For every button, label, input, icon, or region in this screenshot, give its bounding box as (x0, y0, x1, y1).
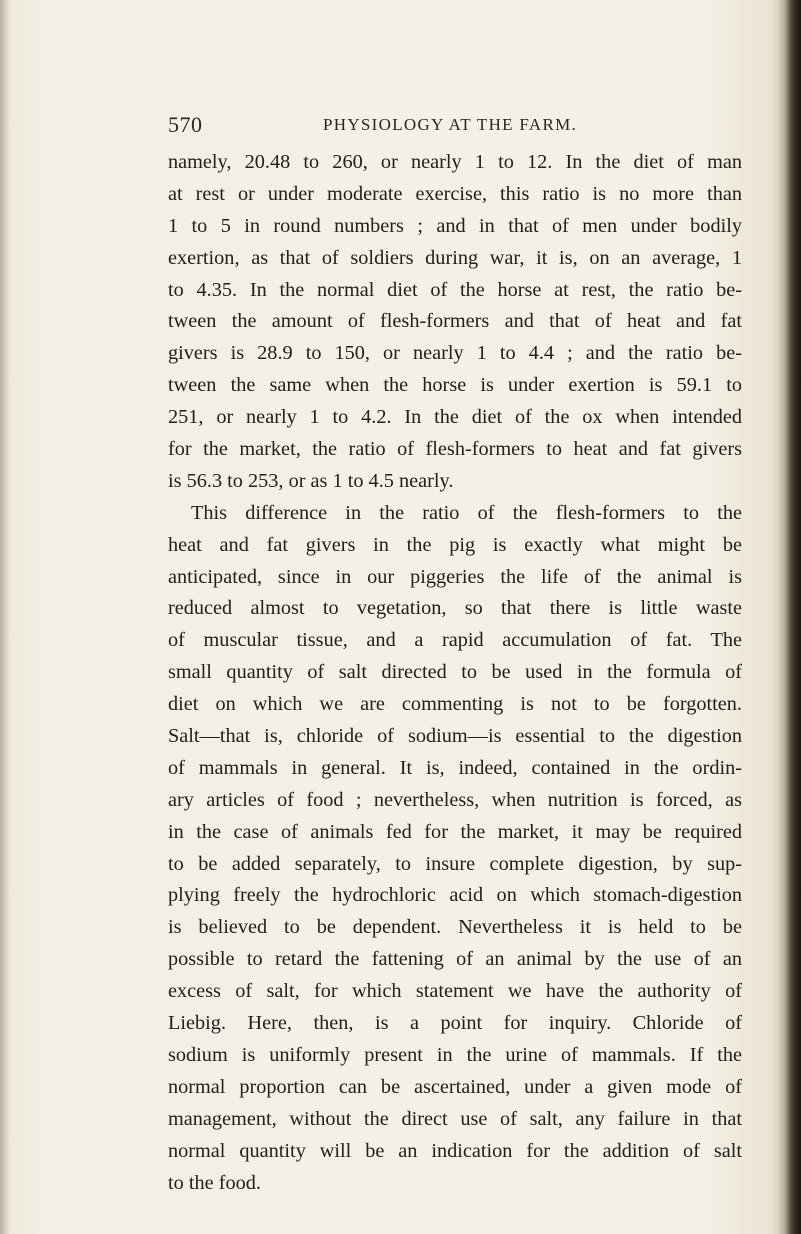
text-line: Salt—that is, chloride of sodium—is essential to the digestion (168, 725, 742, 748)
running-title: PHYSIOLOGY AT THE FARM. (323, 115, 578, 134)
text-line: is believed to be dependent. Nevertheless it is held to be (168, 916, 742, 939)
text-line: management, without the direct use of salt, any failure in that (168, 1107, 742, 1130)
paragraph-2 (168, 498, 742, 1200)
text-line: to 4.35. In the normal diet of the horse at rest, the ratio be- (168, 278, 742, 301)
text-line: normal quantity will be an indication for the addition of salt (168, 1139, 742, 1162)
text-line: of muscular tissue, and a rapid accumulation of fat. The (168, 629, 742, 652)
body-text (168, 147, 742, 1199)
text-line: 1 to 5 in round numbers ; and in that of men under bodily (168, 214, 742, 237)
page-number: 570 (168, 112, 203, 137)
text-line: to the food. (168, 1171, 261, 1194)
text-line: givers is 28.9 to 150, or nearly 1 to 4.4 ; and the ratio be- (168, 342, 742, 365)
text-line: anticipated, since in our piggeries the life of the animal is (168, 565, 742, 588)
text-line: of mammals in general. It is, indeed, contained in the ordin- (168, 756, 742, 779)
text-line: is 56.3 to 253, or as 1 to 4.5 nearly. (168, 469, 454, 492)
text-line: excess of salt, for which statement we have the authority of (168, 980, 742, 1003)
text-line: in the case of animals fed for the market, it may be required (168, 820, 742, 843)
text-line: namely, 20.48 to 260, or nearly 1 to 12. In the diet of man (168, 151, 742, 173)
text-line: to be added separately, to insure complete digestion, by sup- (168, 852, 742, 875)
text-line: sodium is uniformly present in the urine of mammals. If the (168, 1043, 742, 1066)
text-line: This difference in the ratio of the flesh-formers to the (191, 501, 742, 524)
text-line: 251, or nearly 1 to 4.2. In the diet of the ox when intended (168, 406, 742, 429)
text-line: at rest or under moderate exercise, this ratio is no more than (168, 182, 742, 205)
text-line: reduced almost to vegetation, so that there is little waste (168, 597, 742, 620)
text-line: Liebig. Here, then, is a point for inquiry. Chloride of (168, 1012, 742, 1035)
text-line: plying freely the hydrochloric acid on which stomach-digestion (168, 884, 742, 907)
text-line: possible to retard the fattening of an animal by the use of an (168, 948, 742, 971)
text-line: normal proportion can be ascertained, under a given mode of (168, 1075, 742, 1098)
text-line: for the market, the ratio of flesh-formers to heat and fat givers (168, 438, 742, 461)
paragraph-1 (168, 147, 742, 498)
text-line: heat and fat givers in the pig is exactly what might be (168, 533, 742, 556)
text-line: ary articles of food ; nevertheless, when nutrition is forced, as (168, 788, 742, 811)
text-line: tween the same when the horse is under exertion is 59.1 to (168, 374, 742, 397)
page-edge-shadow (778, 0, 801, 1234)
text-line: tween the amount of flesh-formers and that of heat and fat (168, 310, 742, 333)
text-line: small quantity of salt directed to be used in the formula of (168, 661, 742, 684)
page-gutter-shadow (0, 0, 10, 1234)
running-head (168, 112, 768, 140)
text-line: exertion, as that of soldiers during war, it is, on an average, 1 (168, 246, 742, 269)
text-line: diet on which we are commenting is not to be forgotten. (168, 693, 742, 716)
